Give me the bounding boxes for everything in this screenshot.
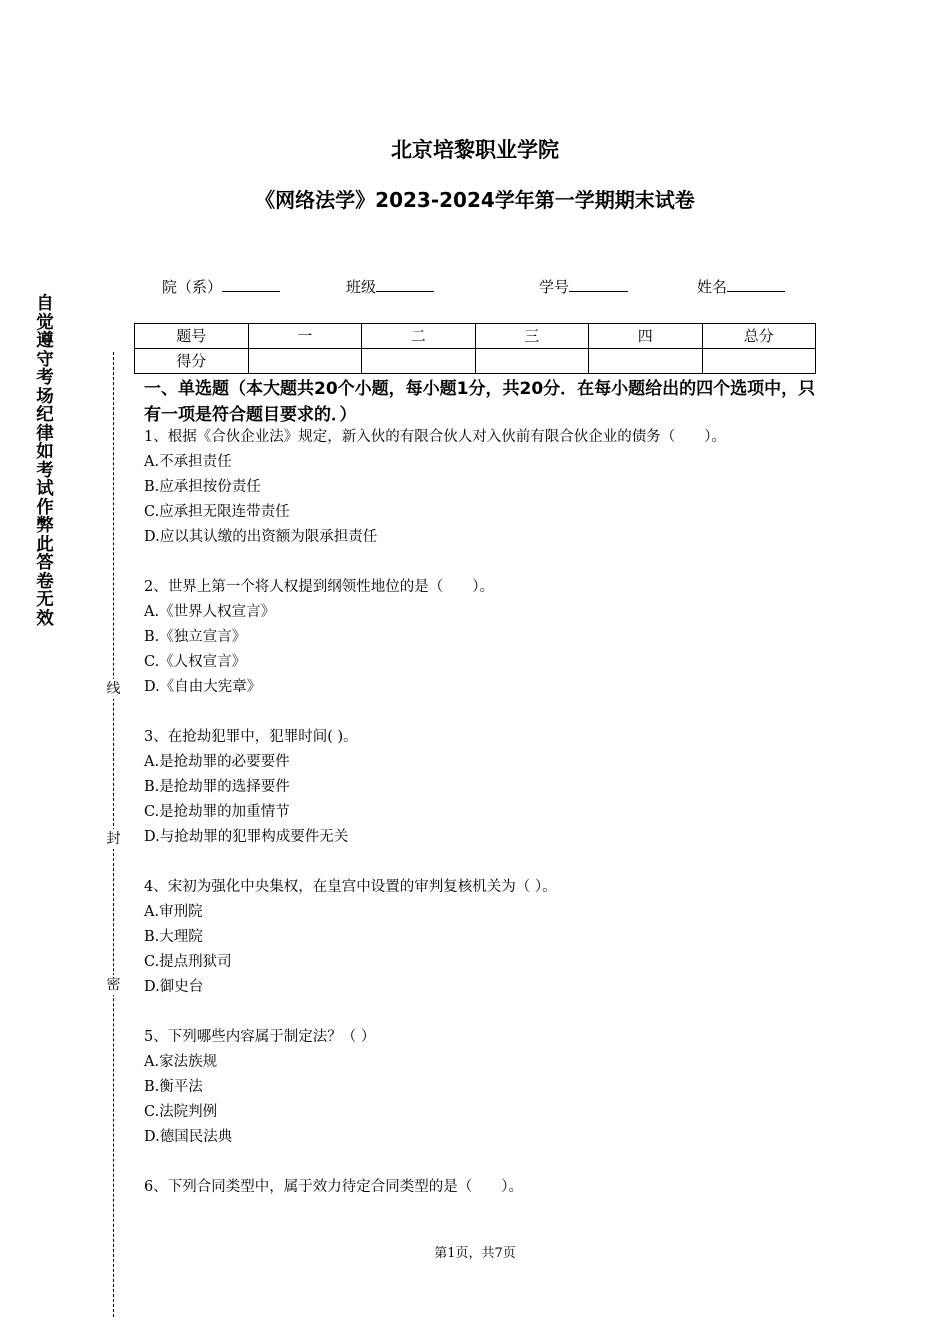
name-label: 姓名 [697, 278, 728, 296]
secret-line-label: 密 [104, 975, 123, 995]
question-option: B.是抢劫罪的选择要件 [144, 779, 290, 795]
question-option: B.大理院 [144, 929, 203, 945]
score-table-cell: 题号 [135, 324, 249, 349]
school-name: 北京培黎职业学院 [391, 138, 559, 162]
question-option: D.与抢劫罪的犯罪构成要件无关 [144, 829, 349, 845]
score-table-score-row [135, 349, 816, 374]
class-blank[interactable] [376, 275, 434, 292]
question-option: A.是抢劫罪的必要要件 [144, 754, 290, 770]
question-option: B.《独立宣言》 [144, 629, 247, 645]
score-input-cell[interactable] [362, 349, 476, 374]
question-option: A.《世界人权宣言》 [144, 604, 276, 620]
question-stem: 4、宋初为强化中央集权，在皇宫中设置的审判复核机关为（ ）。 [144, 879, 557, 895]
score-input-cell[interactable] [589, 349, 703, 374]
name-field [697, 275, 785, 298]
score-input-cell[interactable] [702, 349, 816, 374]
name-blank[interactable] [727, 275, 785, 292]
question-option: B.衡平法 [144, 1079, 203, 1095]
question-item [144, 1175, 824, 1200]
student-id-label: 学号 [539, 278, 570, 296]
score-table-cell: 总分 [702, 324, 816, 349]
score-input-cell[interactable] [475, 349, 589, 374]
question-option: C.法院判例 [144, 1104, 218, 1120]
class-field [346, 275, 434, 298]
score-table-cell: 一 [248, 324, 362, 349]
score-table-header-row [135, 324, 816, 349]
student-id-blank[interactable] [569, 275, 628, 292]
cut-line-label: 线 [104, 679, 123, 699]
question-stem: 3、在抢劫犯罪中，犯罪时间( )。 [144, 729, 358, 745]
question-option: C.是抢劫罪的加重情节 [144, 804, 290, 820]
question-item [144, 875, 824, 1000]
score-input-cell[interactable] [248, 349, 362, 374]
exam-title: 《网络法学》2023-2024学年第一学期期末试卷 [255, 188, 695, 212]
question-stem: 5、下列哪些内容属于制定法？（ ） [144, 1029, 376, 1045]
student-id-field [539, 275, 628, 298]
page-footer: 第1页，共7页 [434, 1246, 516, 1261]
question-option: C.提点刑狱司 [144, 954, 232, 970]
question-option: C.《人权宣言》 [144, 654, 247, 670]
class-label: 班级 [346, 278, 377, 296]
department-label: 院（系） [162, 278, 223, 296]
question-list [144, 425, 824, 1225]
question-option: A.家法族规 [144, 1054, 218, 1070]
score-table-cell: 二 [362, 324, 476, 349]
seal-line-label: 封 [104, 829, 123, 849]
question-option: A.审刑院 [144, 904, 203, 920]
question-item [144, 1025, 824, 1150]
department-blank[interactable] [222, 275, 280, 292]
question-option: C.应承担无限连带责任 [144, 504, 290, 520]
question-option: D.应以其认缴的出资额为限承担责任 [144, 529, 378, 545]
score-table [134, 323, 816, 374]
question-stem: 1、根据《合伙企业法》规定，新入伙的有限合伙人对入伙前有限合伙企业的债务（ ）。 [144, 429, 726, 445]
question-item [144, 425, 824, 550]
section-heading: 一、单选题（本大题共20个小题，每小题1分，共20分．在每小题给出的四个选项中，只有一项是符合题目要求的．） [144, 379, 816, 425]
side-warning-text: 自觉遵守考场纪律如考试作弊此答卷无效 [36, 294, 54, 629]
question-stem: 6、下列合同类型中，属于效力待定合同类型的是（ ）。 [144, 1179, 523, 1195]
question-option: D.御史台 [144, 979, 204, 995]
question-item [144, 575, 824, 700]
score-table-cell: 得分 [135, 349, 249, 374]
score-table-cell: 三 [475, 324, 589, 349]
question-option: A.不承担责任 [144, 454, 232, 470]
question-item [144, 725, 824, 850]
score-table-cell: 四 [589, 324, 703, 349]
department-field [162, 275, 280, 298]
question-option: D.德国民法典 [144, 1129, 233, 1145]
question-option: D.《自由大宪章》 [144, 679, 262, 695]
question-option: B.应承担按份责任 [144, 479, 261, 495]
question-stem: 2、世界上第一个将人权提到纲领性地位的是（ ）。 [144, 579, 494, 595]
